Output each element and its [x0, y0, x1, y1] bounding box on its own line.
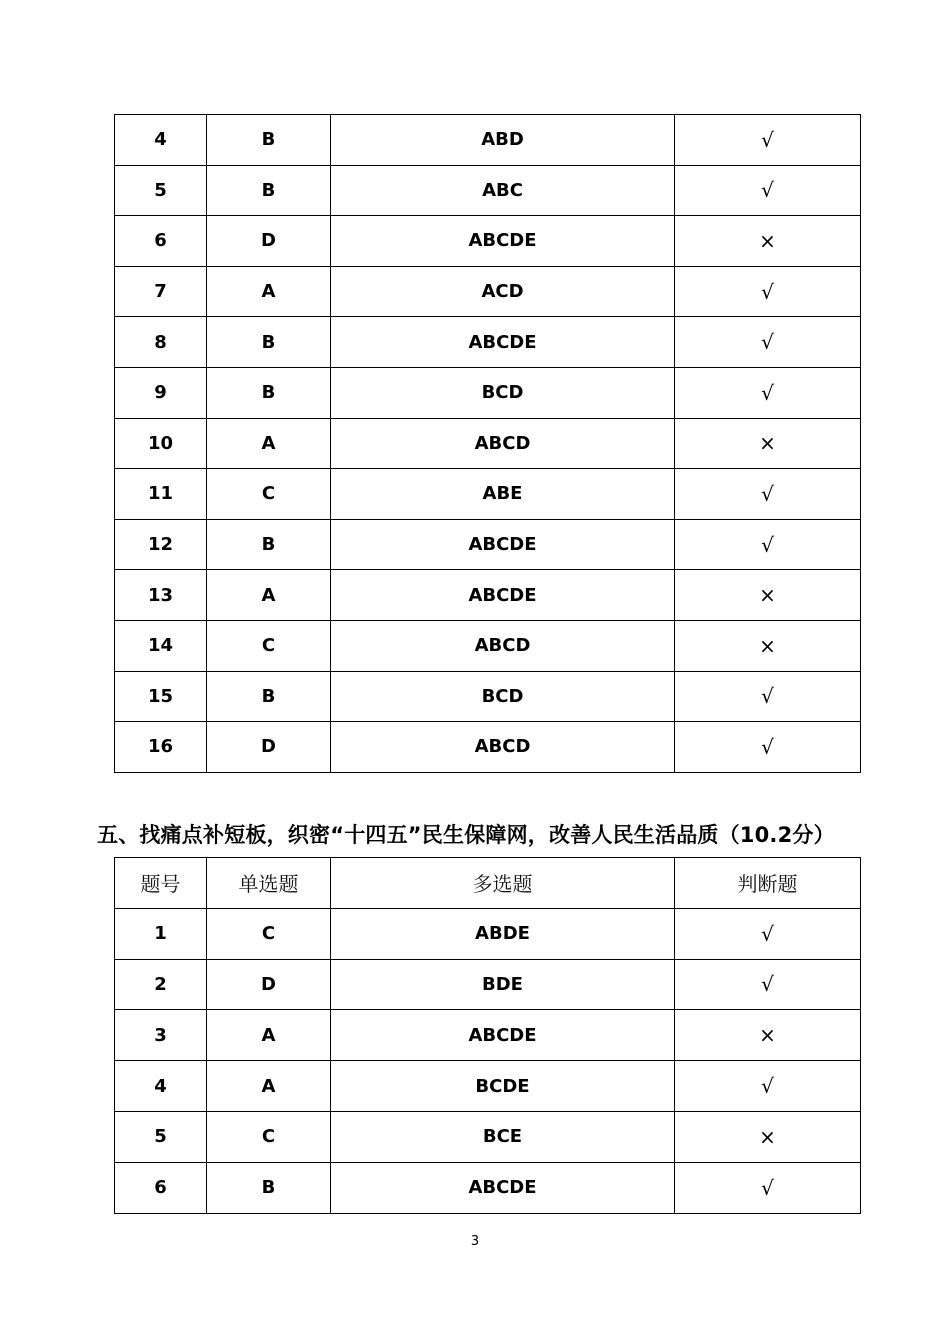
single-choice-cell: B [207, 165, 331, 216]
single-choice-cell: B [207, 317, 331, 368]
single-choice-cell: B [207, 1162, 331, 1213]
true-false-cell: √ [675, 266, 861, 317]
table-row [115, 1111, 861, 1162]
true-false-cell: × [675, 620, 861, 671]
header-multiple-choice: 多选题 [331, 858, 675, 909]
table-row [115, 1010, 861, 1061]
table-row [115, 1061, 861, 1112]
table-row [115, 908, 861, 959]
multiple-choice-cell: ABCD [331, 620, 675, 671]
table-row [115, 367, 861, 418]
single-choice-cell: C [207, 620, 331, 671]
multiple-choice-cell: ABCD [331, 418, 675, 469]
table-row [115, 469, 861, 520]
multiple-choice-cell: ABDE [331, 908, 675, 959]
table-row [115, 1162, 861, 1213]
single-choice-cell: A [207, 266, 331, 317]
table-row [115, 216, 861, 267]
multiple-choice-cell: ABCDE [331, 1162, 675, 1213]
question-number-cell: 13 [115, 570, 207, 621]
true-false-cell: √ [675, 722, 861, 773]
table-row [115, 959, 861, 1010]
single-choice-cell: C [207, 908, 331, 959]
single-choice-cell: D [207, 216, 331, 267]
true-false-cell: × [675, 1010, 861, 1061]
single-choice-cell: A [207, 570, 331, 621]
multiple-choice-cell: BCE [331, 1111, 675, 1162]
header-single-choice: 单选题 [207, 858, 331, 909]
true-false-cell: √ [675, 959, 861, 1010]
question-number-cell: 14 [115, 620, 207, 671]
multiple-choice-cell: BCDE [331, 1061, 675, 1112]
question-number-cell: 15 [115, 671, 207, 722]
question-number-cell: 4 [115, 115, 207, 166]
true-false-cell: × [675, 216, 861, 267]
true-false-cell: √ [675, 1162, 861, 1213]
question-number-cell: 1 [115, 908, 207, 959]
question-number-cell: 9 [115, 367, 207, 418]
true-false-cell: √ [675, 908, 861, 959]
section5-heading: 五、找痛点补短板，织密“十四五”民生保障网，改善人民生活品质（10.2分） [97, 823, 835, 847]
question-number-cell: 5 [115, 1111, 207, 1162]
true-false-cell: √ [675, 519, 861, 570]
multiple-choice-cell: ABCDE [331, 570, 675, 621]
multiple-choice-cell: ABE [331, 469, 675, 520]
question-number-cell: 7 [115, 266, 207, 317]
multiple-choice-cell: BCD [331, 367, 675, 418]
table-row [115, 115, 861, 166]
table-row [115, 266, 861, 317]
table-row [115, 722, 861, 773]
page-number: 3 [470, 1234, 480, 1249]
single-choice-cell: B [207, 671, 331, 722]
question-number-cell: 10 [115, 418, 207, 469]
multiple-choice-cell: ABC [331, 165, 675, 216]
true-false-cell: √ [675, 469, 861, 520]
true-false-cell: √ [675, 367, 861, 418]
table-row [115, 671, 861, 722]
question-number-cell: 6 [115, 216, 207, 267]
true-false-cell: × [675, 1111, 861, 1162]
single-choice-cell: C [207, 1111, 331, 1162]
header-true-false: 判断题 [675, 858, 861, 909]
true-false-cell: √ [675, 1061, 861, 1112]
question-number-cell: 3 [115, 1010, 207, 1061]
multiple-choice-cell: ACD [331, 266, 675, 317]
answer-table-section4-continued [114, 114, 861, 773]
multiple-choice-cell: ABD [331, 115, 675, 166]
table-row [115, 165, 861, 216]
multiple-choice-cell: ABCD [331, 722, 675, 773]
true-false-cell: × [675, 418, 861, 469]
true-false-cell: √ [675, 165, 861, 216]
table-row [115, 570, 861, 621]
single-choice-cell: D [207, 959, 331, 1010]
multiple-choice-cell: ABCDE [331, 1010, 675, 1061]
true-false-cell: × [675, 570, 861, 621]
table-header-row [115, 858, 861, 909]
question-number-cell: 16 [115, 722, 207, 773]
table-row [115, 519, 861, 570]
multiple-choice-cell: ABCDE [331, 519, 675, 570]
question-number-cell: 11 [115, 469, 207, 520]
answer-table-section5 [114, 857, 861, 1214]
question-number-cell: 6 [115, 1162, 207, 1213]
true-false-cell: √ [675, 115, 861, 166]
single-choice-cell: A [207, 1010, 331, 1061]
question-number-cell: 5 [115, 165, 207, 216]
single-choice-cell: B [207, 519, 331, 570]
single-choice-cell: D [207, 722, 331, 773]
multiple-choice-cell: BDE [331, 959, 675, 1010]
header-question-number: 题号 [115, 858, 207, 909]
single-choice-cell: B [207, 115, 331, 166]
multiple-choice-cell: ABCDE [331, 216, 675, 267]
question-number-cell: 8 [115, 317, 207, 368]
single-choice-cell: B [207, 367, 331, 418]
single-choice-cell: A [207, 1061, 331, 1112]
table-row [115, 317, 861, 368]
table-row [115, 418, 861, 469]
question-number-cell: 2 [115, 959, 207, 1010]
multiple-choice-cell: ABCDE [331, 317, 675, 368]
single-choice-cell: A [207, 418, 331, 469]
question-number-cell: 4 [115, 1061, 207, 1112]
multiple-choice-cell: BCD [331, 671, 675, 722]
single-choice-cell: C [207, 469, 331, 520]
question-number-cell: 12 [115, 519, 207, 570]
true-false-cell: √ [675, 671, 861, 722]
true-false-cell: √ [675, 317, 861, 368]
table-row [115, 620, 861, 671]
